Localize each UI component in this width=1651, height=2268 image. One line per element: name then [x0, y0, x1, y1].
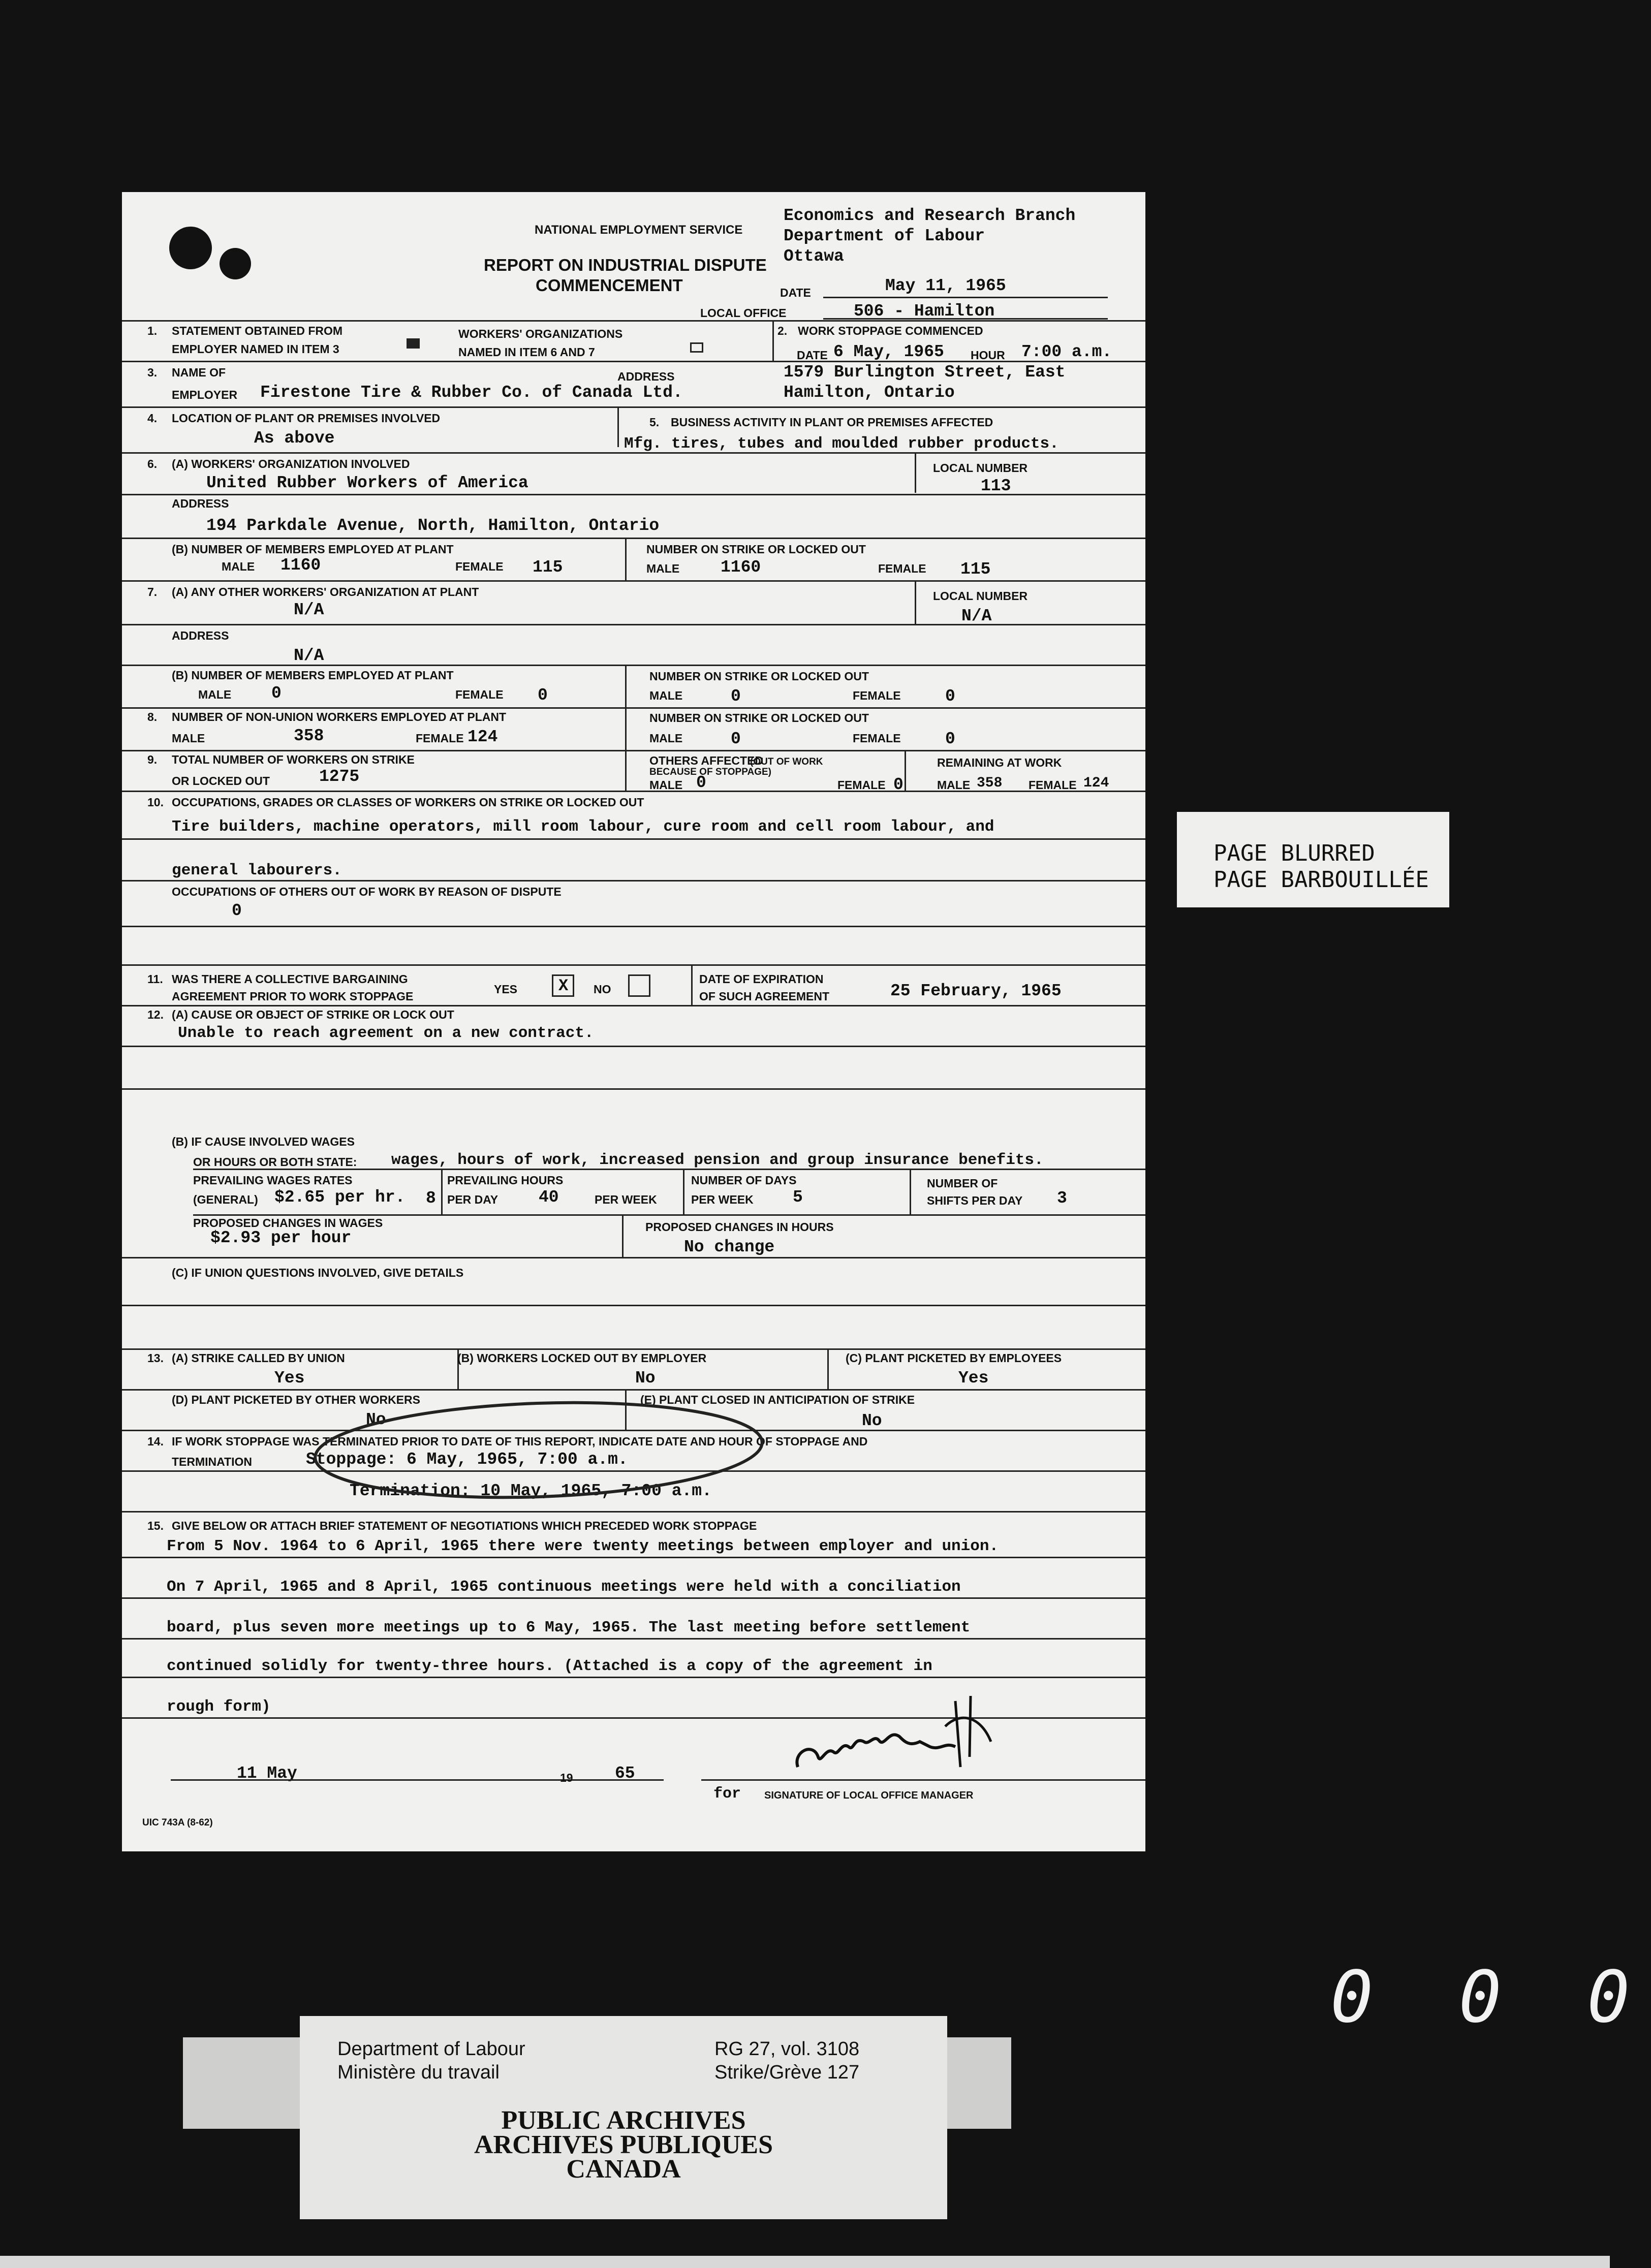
remaining-label: REMAINING AT WORK — [937, 756, 1062, 769]
prop-wage-label: PROPOSED CHANGES IN WAGES — [193, 1216, 383, 1230]
item2-label: WORK STOPPAGE COMMENCED — [798, 324, 983, 337]
item2-number: 2. — [777, 324, 788, 337]
service-name: NATIONAL EMPLOYMENT SERVICE — [535, 223, 743, 237]
female-label: FEMALE — [837, 778, 886, 792]
others-male: 0 — [696, 773, 706, 792]
item8-number: 8. — [147, 710, 158, 723]
strike-label: NUMBER ON STRIKE OR LOCKED OUT — [649, 670, 869, 683]
nonunion-male: 358 — [294, 727, 324, 745]
local-number: 113 — [981, 477, 1011, 495]
nonunion-strike-female: 0 — [945, 730, 955, 748]
days-label: PER WEEK — [691, 1193, 754, 1206]
female-label: FEMALE — [1029, 778, 1077, 792]
local-office-value: 506 - Hamilton — [854, 302, 995, 321]
item7-number: 7. — [147, 585, 158, 598]
archive-dept-en: Department of Labour — [337, 2038, 525, 2060]
prev-wage-label: PREVAILING WAGES RATES — [193, 1174, 353, 1187]
prev-wage-label: (GENERAL) — [193, 1193, 258, 1206]
item6-number: 6. — [147, 457, 158, 470]
negotiations-line: On 7 April, 1965 and 8 April, 1965 continuous meetings were held with a conciliation — [167, 1578, 961, 1596]
picketed-employees-value: Yes — [958, 1369, 989, 1388]
negotiations-line: rough form) — [167, 1698, 271, 1716]
prev-hours-label: PER DAY — [447, 1193, 499, 1206]
shifts-label: SHIFTS PER DAY — [927, 1194, 1023, 1207]
female-label: FEMALE — [416, 732, 464, 745]
others-affected-label: BECAUSE OF STOPPAGE) — [649, 767, 771, 777]
wages-hours-state: wages, hours of work, increased pension and group insurance benefits. — [391, 1151, 1044, 1169]
item13-number: 13. — [147, 1351, 164, 1365]
item14-label: IF WORK STOPPAGE WAS TERMINATED PRIOR TO DATE OF THIS REPORT, INDICATE DATE AND HOUR OF STOPPAGE AND — [172, 1435, 868, 1448]
stoppage-date: 6 May, 1965 — [833, 342, 944, 361]
union-address: 194 Parkdale Avenue, North, Hamilton, Ontario — [206, 516, 660, 535]
blur-note-en: PAGE BLURRED — [1213, 840, 1375, 866]
report-date: May 11, 1965 — [885, 276, 1006, 295]
days-label: NUMBER OF DAYS — [691, 1174, 797, 1187]
blur-note-fr: PAGE BARBOUILLÉE — [1213, 867, 1429, 893]
archive-stamp-line1: PUBLIC ARCHIVES — [501, 2106, 746, 2135]
proposed-wage: $2.93 per hour — [210, 1228, 352, 1247]
film-edge — [0, 2256, 1610, 2268]
female-label: FEMALE — [853, 689, 901, 702]
male-label: MALE — [649, 689, 683, 702]
male-label: MALE — [172, 732, 205, 745]
local-number-label: LOCAL NUMBER — [933, 589, 1028, 603]
for-label: for — [713, 1785, 741, 1803]
local-office-label: LOCAL OFFICE — [700, 306, 787, 320]
signature-label: SIGNATURE OF LOCAL OFFICE MANAGER — [764, 1790, 974, 1801]
employer-address-label: ADDRESS — [617, 370, 675, 383]
item3-label: NAME OF — [172, 366, 226, 379]
employer-name: Firestone Tire & Rubber Co. of Canada Ltd. — [260, 383, 683, 402]
prevailing-hours-week: 40 — [539, 1188, 559, 1207]
strike-called-label: (A) STRIKE CALLED BY UNION — [172, 1351, 345, 1365]
branch-line1: Economics and Research Branch — [784, 206, 1076, 225]
union-questions-label: (C) IF UNION QUESTIONS INVOLVED, GIVE DETAILS — [172, 1266, 464, 1279]
item15-number: 15. — [147, 1519, 164, 1532]
signed-year: 65 — [615, 1764, 635, 1783]
item6-label: (A) WORKERS' ORGANIZATION INVOLVED — [172, 457, 410, 470]
item4-number: 4. — [147, 412, 158, 425]
other-address: N/A — [294, 646, 324, 665]
other-members-male: 0 — [271, 684, 282, 703]
union-name: United Rubber Workers of America — [206, 474, 528, 492]
item1-label: WORKERS' ORGANIZATIONS — [458, 327, 623, 340]
item11-number: 11. — [147, 972, 163, 986]
item9-number: 9. — [147, 753, 158, 766]
female-label: FEMALE — [455, 688, 504, 701]
signed-date: 11 May — [237, 1764, 297, 1783]
remaining-male: 358 — [977, 775, 1003, 791]
plant-location: As above — [254, 429, 335, 448]
item11-label: AGREEMENT PRIOR TO WORK STOPPAGE — [172, 990, 414, 1003]
expiration-label: OF SUCH AGREEMENT — [699, 990, 829, 1003]
members-label: (B) NUMBER OF MEMBERS EMPLOYED AT PLANT — [172, 543, 454, 556]
strike-cause: Unable to reach agreement on a new contract. — [178, 1024, 594, 1042]
agreement-yes-mark: X — [558, 976, 569, 995]
nonunion-female: 124 — [468, 728, 498, 746]
archive-stamp-line3: CANADA — [566, 2155, 681, 2184]
hand-drawn-circle — [122, 192, 1145, 1564]
strike-female: 115 — [960, 560, 991, 579]
other-strike-female: 0 — [945, 687, 955, 706]
negotiations-line: From 5 Nov. 1964 to 6 April, 1965 there were twenty meetings between employer and union. — [167, 1537, 999, 1555]
plant-closed-value: No — [862, 1411, 882, 1430]
form-title-line1: REPORT ON INDUSTRIAL DISPUTE — [484, 256, 767, 274]
local-number-label: LOCAL NUMBER — [933, 461, 1028, 475]
per-week-label: PER WEEK — [595, 1193, 657, 1206]
prevailing-hours-day: 8 — [426, 1189, 436, 1208]
locked-out-value: No — [635, 1369, 656, 1388]
male-label: MALE — [649, 778, 683, 792]
members-label: (B) NUMBER OF MEMBERS EMPLOYED AT PLANT — [172, 669, 454, 682]
prop-hours-label: PROPOSED CHANGES IN HOURS — [645, 1220, 834, 1234]
item14-label: TERMINATION — [172, 1455, 253, 1468]
employer-address-line2: Hamilton, Ontario — [784, 383, 955, 402]
total-on-strike: 1275 — [319, 767, 360, 786]
archive-stamp-line2: ARCHIVES PUBLIQUES — [474, 2130, 773, 2159]
other-address-label: ADDRESS — [172, 629, 229, 642]
agreement-expiration: 25 February, 1965 — [890, 982, 1062, 1000]
female-label: FEMALE — [455, 560, 504, 573]
branch-line2: Department of Labour — [784, 227, 985, 245]
archive-label — [300, 2016, 947, 2219]
prevailing-wage: $2.65 per hr. — [274, 1188, 406, 1207]
stoppage-time: Stoppage: 6 May, 1965, 7:00 a.m. — [306, 1450, 628, 1469]
date-label: DATE — [780, 286, 811, 299]
archive-dept-fr: Ministère du travail — [337, 2062, 500, 2083]
report-form-page — [122, 192, 1145, 1851]
days-per-week: 5 — [793, 1188, 803, 1207]
picketed-employees-label: (C) PLANT PICKETED BY EMPLOYEES — [846, 1351, 1062, 1365]
item4-label: LOCATION OF PLANT OR PREMISES INVOLVED — [172, 412, 441, 425]
other-members-female: 0 — [538, 686, 548, 705]
branch-line3: Ottawa — [784, 247, 844, 266]
nonunion-strike-male: 0 — [731, 730, 741, 748]
employer-address-line1: 1579 Burlington Street, East — [784, 363, 1066, 382]
item1-label: NAMED IN ITEM 6 AND 7 — [458, 345, 595, 359]
locked-out-label: (B) WORKERS LOCKED OUT BY EMPLOYER — [457, 1351, 707, 1365]
picketed-others-value: No — [366, 1410, 386, 1429]
male-label: MALE — [649, 732, 683, 745]
female-label: FEMALE — [853, 732, 901, 745]
manager-signature — [777, 1681, 1062, 1787]
form-code: UIC 743A (8-62) — [142, 1817, 213, 1828]
wages-label: OR HOURS OR BOTH STATE: — [193, 1155, 357, 1169]
plant-closed-label: (E) PLANT CLOSED IN ANTICIPATION OF STRIKE — [640, 1393, 915, 1406]
item12-number: 12. — [147, 1008, 164, 1021]
item5-number: 5. — [649, 416, 660, 429]
others-affected-label: (OUT OF WORK — [750, 757, 823, 767]
female-label: FEMALE — [878, 562, 926, 575]
male-label: MALE — [222, 560, 255, 573]
occupations-line2: general labourers. — [172, 862, 342, 879]
members-female: 115 — [533, 558, 563, 577]
form-title-line2: COMMENCEMENT — [536, 276, 683, 295]
business-activity: Mfg. tires, tubes and moulded rubber products. — [624, 435, 1059, 453]
other-local-number: N/A — [961, 607, 992, 625]
others-female: 0 — [893, 775, 904, 794]
male-label: MALE — [646, 562, 680, 575]
occupations-line1: Tire builders, machine operators, mill room labour, cure room and cell room labour, and — [172, 818, 994, 836]
stoppage-hour: 7:00 a.m. — [1021, 342, 1112, 361]
strike-male: 1160 — [721, 558, 761, 577]
item5-label: BUSINESS ACTIVITY IN PLANT OR PREMISES AFFECTED — [671, 416, 993, 429]
item1-label: STATEMENT OBTAINED FROM — [172, 324, 343, 337]
shifts-label: NUMBER OF — [927, 1177, 998, 1190]
strike-called-value: Yes — [274, 1369, 305, 1388]
negotiations-line: board, plus seven more meetings up to 6 May, 1965. The last meeting before settlement — [167, 1619, 971, 1636]
members-male: 1160 — [281, 556, 321, 575]
strike-label: NUMBER ON STRIKE OR LOCKED OUT — [646, 543, 866, 556]
yes-label: YES — [494, 983, 518, 996]
negotiations-line: continued solidly for twenty-three hours. (Attached is a copy of the agreement in — [167, 1657, 932, 1675]
male-label: MALE — [198, 688, 232, 701]
item14-number: 14. — [147, 1435, 164, 1448]
item8-label: NUMBER OF NON-UNION WORKERS EMPLOYED AT PLANT — [172, 710, 507, 723]
archive-ref-volume: RG 27, vol. 3108 — [714, 2038, 860, 2060]
item1-number: 1. — [147, 324, 158, 337]
no-label: NO — [594, 983, 611, 996]
others-occupations-label: OCCUPATIONS OF OTHERS OUT OF WORK BY REASON OF DISPUTE — [172, 885, 562, 898]
termination-time: Termination: 10 May, 1965, 7:00 a.m. — [350, 1482, 712, 1500]
item12-label: (A) CAUSE OR OBJECT OF STRIKE OR LOCK OUT — [172, 1008, 454, 1021]
item1-label: EMPLOYER NAMED IN ITEM 3 — [172, 342, 339, 356]
item15-label: GIVE BELOW OR ATTACH BRIEF STATEMENT OF NEGOTIATIONS WHICH PRECEDED WORK STOPPAGE — [172, 1519, 757, 1532]
wages-label: (B) IF CAUSE INVOLVED WAGES — [172, 1135, 355, 1148]
item7-label: (A) ANY OTHER WORKERS' ORGANIZATION AT PLANT — [172, 585, 479, 598]
others-occupations-value: 0 — [232, 901, 242, 920]
item2-date-label: DATE — [797, 349, 828, 362]
item9-label: OR LOCKED OUT — [172, 774, 270, 788]
item10-number: 10. — [147, 796, 164, 809]
others-affected-label: OTHERS AFFECTED — [649, 754, 764, 767]
frame-counter: 0 0 0 — [1330, 1956, 1651, 2039]
item3-number: 3. — [147, 366, 158, 379]
page-blurred-note — [1177, 812, 1449, 907]
archive-ref-strike: Strike/Grève 127 — [714, 2062, 860, 2083]
shifts-per-day: 3 — [1057, 1189, 1067, 1208]
strike-label: NUMBER ON STRIKE OR LOCKED OUT — [649, 711, 869, 724]
item11-label: WAS THERE A COLLECTIVE BARGAINING — [172, 972, 408, 986]
male-label: MALE — [937, 778, 971, 792]
other-union-name: N/A — [294, 601, 324, 619]
item9-label: TOTAL NUMBER OF WORKERS ON STRIKE — [172, 753, 415, 766]
picketed-others-label: (D) PLANT PICKETED BY OTHER WORKERS — [172, 1393, 420, 1406]
item2-hour-label: HOUR — [971, 349, 1005, 362]
year-prefix: 19 — [560, 1771, 573, 1784]
item3-label: EMPLOYER — [172, 388, 238, 401]
expiration-label: DATE OF EXPIRATION — [699, 972, 824, 986]
item10-label: OCCUPATIONS, GRADES OR CLASSES OF WORKERS ON STRIKE OR LOCKED OUT — [172, 796, 644, 809]
prev-hours-label: PREVAILING HOURS — [447, 1174, 564, 1187]
remaining-female: 124 — [1083, 775, 1109, 791]
proposed-hours: No change — [684, 1238, 775, 1256]
other-strike-male: 0 — [731, 687, 741, 706]
union-address-label: ADDRESS — [172, 497, 229, 510]
